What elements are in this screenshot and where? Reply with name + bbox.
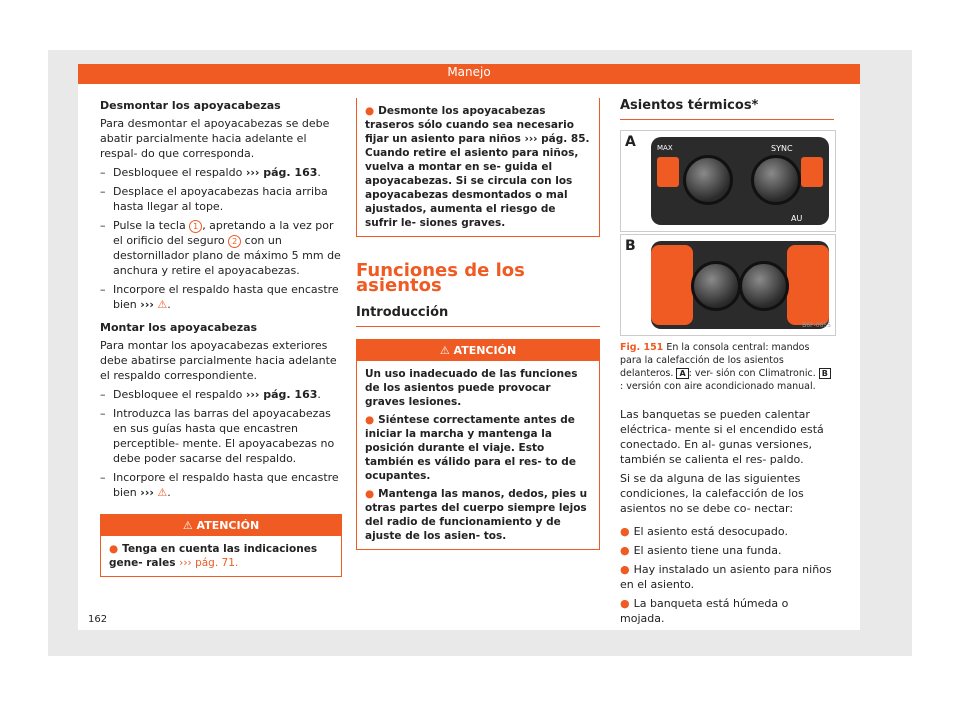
warning-icon: ⚠ [157,298,168,311]
climatronic-panel-image [651,137,829,225]
temp-knob-right [751,155,801,205]
warning-body: ● Tenga en cuenta las indicaciones gene- rales ››› pág. 71. [109,543,318,569]
warning-box-continued [356,98,600,237]
section-title: Asientos térmicos* [620,98,834,120]
warning-icon: ⚠ [182,519,197,532]
seat-heat-right-panel [787,245,829,325]
figure-panel-b [620,234,836,336]
column-left [100,98,342,577]
list-item: ● Hay instalado un asiento para niños en el asiento. [620,563,832,591]
figure-panel-a [620,130,836,232]
mount-step: – Incorpore el respaldo hasta que encastre bien ››› ⚠. [100,471,339,499]
list-item: ● El asiento está desocupado. [620,525,788,538]
warning-header: ⚠ ATENCIÓN [101,515,341,536]
warning-item: ● Mantenga las manos, dedos, pies u otras partes del cuerpo siempre lejos del radio de funcionamiento y de ajuste de los asien- tos. [365,488,588,542]
seat-heat-left-button [657,157,679,187]
warning-icon: ⚠ [439,344,454,357]
list-item: ● La banqueta está húmeda o mojada. [620,597,789,625]
remove-intro: Para desmontar el apoyacabezas se debe abatir parcialmente hacia adelante el respal- do que corresponda. [100,117,330,160]
page-ref-link[interactable]: ››› [140,486,154,499]
page-ref-link[interactable]: ››› pág. 163 [245,388,318,401]
warning-icon: ⚠ [157,486,168,499]
fan-knob [739,261,789,311]
warning-header: ⚠ ATENCIÓN [357,340,599,361]
seat-heat-right-button [801,157,823,187]
warning-box [100,514,342,577]
paragraph: Las banquetas se pueden calentar eléctrica- mente si el encendido está conectado. En al- gunas versiones, también se calienta el res- paldo. [620,408,824,466]
header-title: Manejo [447,65,491,79]
figure-151 [620,130,834,335]
warning-body: Un uso inadecuado de las funciones de los asientos puede provocar graves lesiones. ● Siéntese correctamente antes de iniciar la marcha y mantenga la posición durante el viaje. Esto también es válido para el res- to de ocupantes. ● Mantenga las manos, dedos, pies u otras partes del cuerpo siempre lejos del radio de funcionamiento y de ajuste de los asien- tos. [357,361,599,549]
temp-knob [691,261,741,311]
paragraph: Si se da alguna de las siguientes condiciones, la calefacción de los asientos no se debe co- nectar: [620,472,804,515]
mount-heading: Montar los apoyacabezas [100,321,258,334]
page-ref-link[interactable]: ››› [140,298,154,311]
conditions-list [620,524,834,626]
remove-step: – Incorpore el respaldo hasta que encastre bien ››› ⚠. [100,283,339,311]
remove-step: – Pulse la tecla 1 , apretando a la vez por el orificio del seguro 2 con un destornillador plano de máximo 5 mm de anchura y retire el apoyacabezas. [100,219,341,277]
mount-step: – Desbloquee el respaldo ››› pág. 163. [100,388,321,401]
auto-button-label: AU [791,214,803,223]
warning-item: ● Siéntese correctamente antes de iniciar la marcha y mantenga la posición durante el viaje. Esto también es válido para el res- to de ocupantes. [365,414,576,482]
warning-box [356,339,600,550]
section-title: Funciones de los asientos [356,260,525,296]
page-header [78,64,860,84]
mount-intro: Para montar los apoyacabezas exteriores debe abatirse parcialmente hacia adelante el respaldo correspondiente. [100,339,337,382]
figure-code: B6F-0055 [802,322,831,329]
sync-button-label: SYNC [771,144,793,153]
manual-ac-panel-image [651,241,829,329]
list-item: ● El asiento tiene una funda. [620,544,782,557]
warning-body: ● Desmonte los apoyacabezas traseros sólo cuando sea necesario fijar un asiento para niños ››› pág. 85. Cuando retire el asiento para niños, vuelva a montar en se- guida el apoyacabezas. Si se circula con los apoyacabezas desmontados o mal ajustados, aumenta el riesgo de sufrir le- siones graves. [365,105,590,229]
page-ref-link[interactable]: ››› pág. 163 [245,166,318,179]
temp-knob-left [683,155,733,205]
page-number: 162 [88,614,108,625]
figure-label-a: A [625,134,636,150]
column-middle [356,98,600,550]
figure-caption: Fig. 151 En la consola central: mandos para la calefacción de los asientos delanteros. A : ver- sión con Climatronic. B: versión con aire acondicionado manual. [620,341,834,393]
remove-step: – Desbloquee el respaldo ››› pág. 163. [100,166,321,179]
mount-step: – Introduzca las barras del apoyacabezas en sus guías hasta que encastren perceptible- mente. El apoyacabezas no debe poder sacarse del respaldo. [100,407,335,465]
subsection-title: Introducción [356,305,600,327]
remove-heading: Desmontar los apoyacabezas [100,99,281,112]
callout-2: 2 [228,235,241,248]
seat-heat-left-panel [651,245,693,325]
remove-step: – Desplace el apoyacabezas hacia arriba hasta llegar al tope. [100,185,328,213]
max-button-label: MAX [657,144,673,152]
page-ref-link[interactable]: ››› pág. 71. [179,557,239,569]
callout-1: 1 [189,220,202,233]
column-right [620,98,834,626]
figure-label-b: B [625,238,636,254]
